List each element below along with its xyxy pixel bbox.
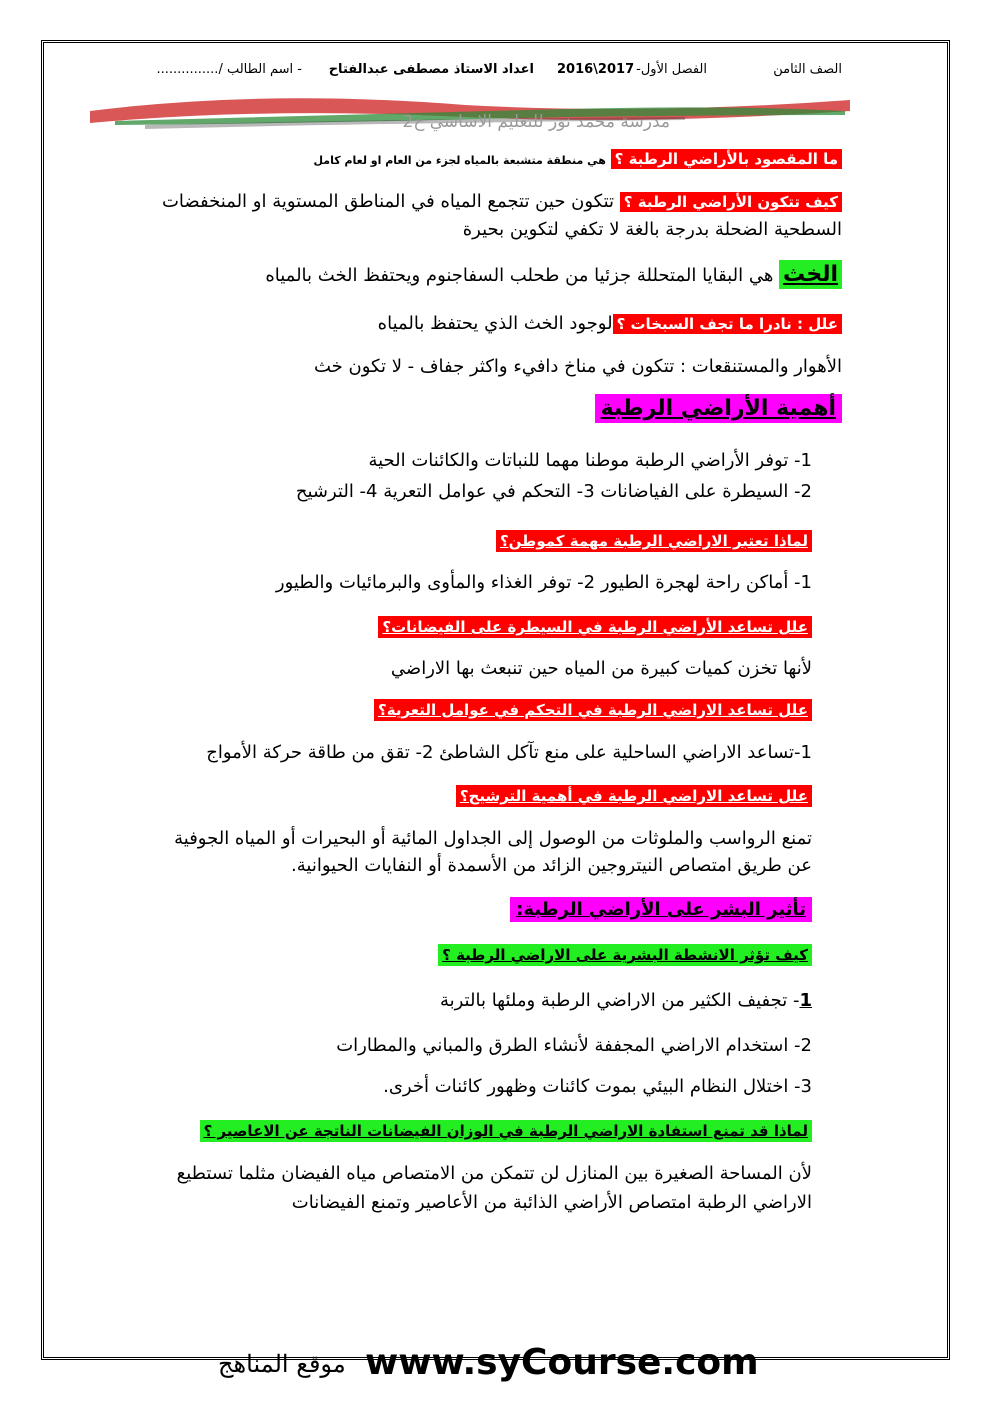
peat-definition: هي البقايا المتحللة جزئيا من طحلب السفاجنوم ويحتفظ الخث بالمياه (265, 265, 774, 286)
q7-row (456, 786, 812, 805)
q1-label: ما المقصود بالأراضي الرطبة ؟ (611, 149, 842, 169)
q4-answer: 1- أماكن راحة لهجرة الطيور 2- توفر الغذاء والمأوى والبرمائيات والطيور (275, 572, 812, 593)
q9-answer-line2: الاراضي الرطبة امتصاص الأراضي الذائبة من الأعاصير وتمنع الفيضانات (291, 1192, 812, 1213)
effect-3: 3- اختلال النظام البيئي بموت كائنات وظهور كائنات أخرى. (383, 1076, 812, 1097)
marshes-line: الأهوار والمستنقعات : تتكون في مناخ دافيء واكثر جفاف - لا تكون خث (313, 356, 842, 377)
term-label: الفصل الأول- (636, 62, 707, 77)
q2-row (162, 191, 842, 212)
q6-label: علل تساعد الاراضي الرطبة في التحكم في عوامل التعرية؟ (374, 699, 812, 721)
q8-label: كيف تؤثر الانشطة البشرية على الاراضي الرطبة ؟ (438, 944, 812, 966)
q7-answer-line1: تمنع الرواسب والملوثات من الوصول إلى الجداول المائية أو البحيرات أو المياه الجوفية (174, 828, 812, 849)
q3-row (378, 313, 842, 334)
q5-label: علل تساعد الأراضي الرطبة في السيطرة على الفيضانات؟ (378, 616, 812, 638)
q8-row (438, 945, 812, 964)
q2-answer-line2: السطحية الضحلة بدرجة بالغة لا تكفي لتكوين بحيرة (462, 219, 842, 240)
q4-row (496, 531, 812, 550)
q3-answer: لوجود الخث الذي يحتفظ بالمياه (377, 313, 613, 334)
human-impact-title: تأثير البشر على الأراضي الرطبة: (510, 897, 812, 922)
q3-label: علل : نادرا ما تجف السبخات ؟ (613, 314, 842, 334)
peat-row (265, 262, 842, 287)
importance-item-1: 1- توفر الأراضي الرطبة موطنا مهما للنباتات والكائنات الحية (368, 450, 812, 471)
q9-row (200, 1121, 812, 1140)
q7-label: علل تساعد الاراضي الرطبة في أهمية الترشيح؟ (456, 785, 812, 807)
q2-answer-line1: تتكون حين تتجمع المياه في المناطق المستوية او المنخفضات (161, 191, 615, 212)
q9-answer-line1: لأن المساحة الصغيرة بين المنازل لن تتمكن من الامتصاص مياه الفيضان مثلما تستطيع (176, 1163, 812, 1184)
school-banner-text: مدرسة محمد نور للتعليم الاساسي ح2 (402, 112, 670, 132)
q6-answer: 1-تساعد الاراضي الساحلية على منع تآكل الشاطئ 2- تقق من طاقة حركة الأمواج (206, 742, 812, 763)
q5-answer: لأنها تخزن كميات كبيرة من المياه حين تنبعث بها الاراضي (390, 658, 812, 679)
student-name-field: - اسم الطالب /............... (156, 62, 302, 77)
effect-1-text: - تجفيف الكثير من الاراضي الرطبة وملئها بالتربة (439, 990, 800, 1011)
importance-title-row (595, 396, 842, 421)
grade-label: الصف الثامن (773, 62, 842, 77)
q4-label: لماذا تعتبر الاراضي الرطبة مهمة كموطن؟ (496, 530, 812, 552)
effect-2: 2- استخدام الاراضي المجففة لأنشاء الطرق والمباني والمطارات (336, 1035, 812, 1056)
effect-1-number: 1 (799, 990, 812, 1011)
year-label: 2016\2017 (557, 62, 635, 77)
q2-label: كيف تتكون الأراضي الرطبة ؟ (620, 192, 842, 212)
q6-row (374, 700, 812, 719)
footer-url-link[interactable]: www.syCourse.com (365, 1342, 759, 1383)
peat-label: الخث (779, 260, 842, 289)
q9-label: لماذا قد تمنع استفادة الاراضي الرطبة في الوزان الفيضانات الناتجة عن الاعاصير ؟ (200, 1120, 812, 1142)
footer-site-name: موقع المناهج (218, 1350, 346, 1378)
q7-answer-line2: عن طريق امتصاص النيتروجين الزائد من الأسمدة أو النفايات الحيوانية. (291, 855, 812, 876)
q1-row (313, 150, 842, 168)
human-title-row (510, 899, 812, 920)
importance-title: أهمية الأراضي الرطبة (595, 394, 842, 423)
author-label: اعداد الاستاذ مصطفى عبدالفتاح (328, 62, 534, 77)
q1-answer: هي منطقة متشبعة بالمياه لجزء من العام او لعام كامل (313, 154, 606, 167)
q5-row (378, 617, 812, 636)
importance-item-2: 2- السيطرة على الفياضانات 3- التحكم في عوامل التعرية 4- الترشيح (295, 481, 812, 502)
effect-1-row (440, 990, 812, 1011)
